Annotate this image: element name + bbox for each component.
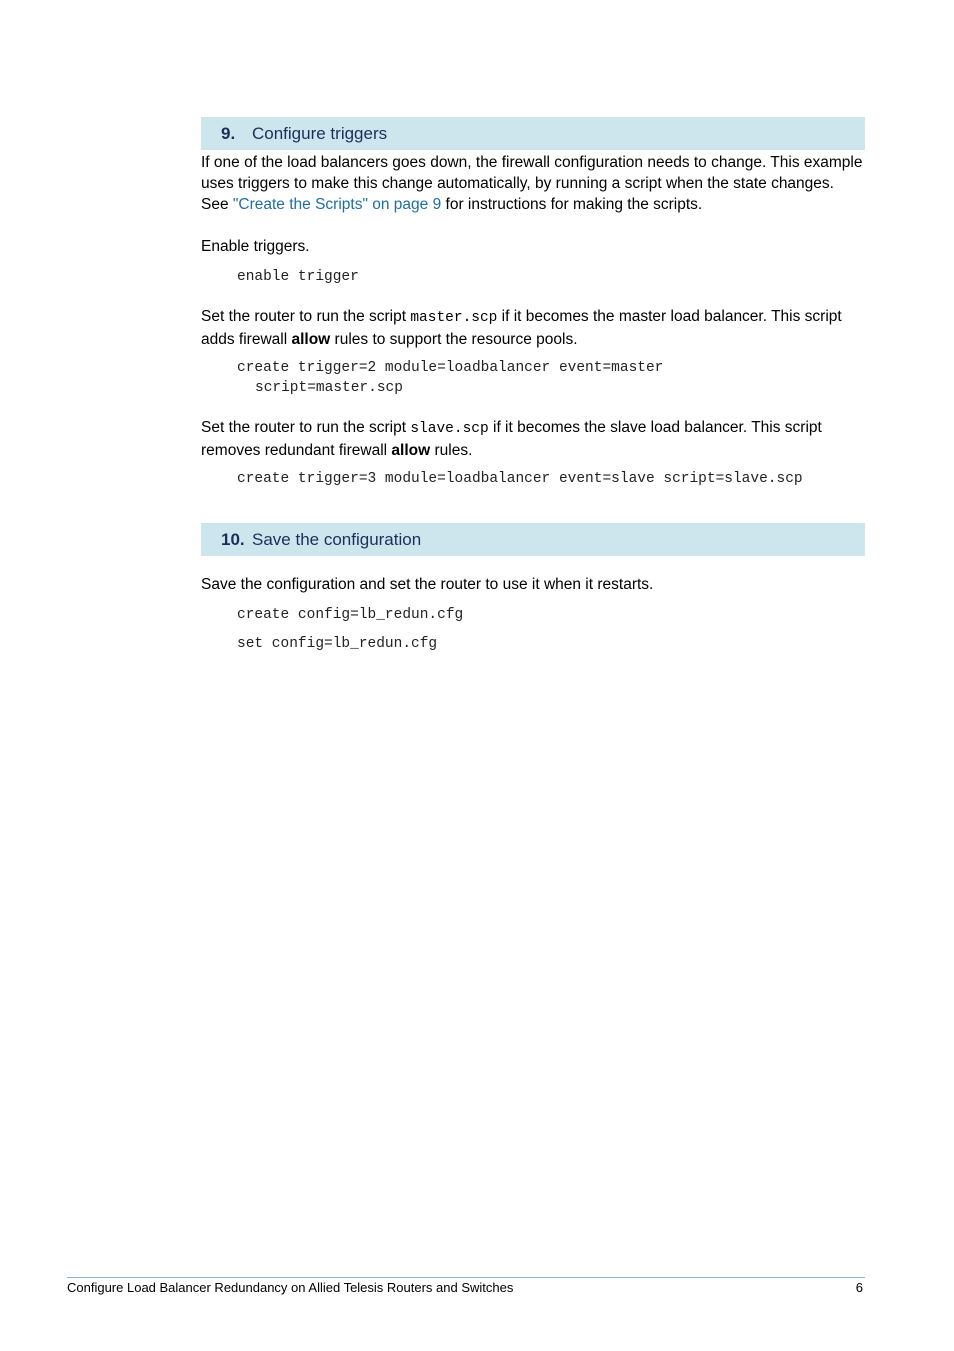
create-config-command: create config=lb_redun.cfg [237,607,464,623]
master-trigger-command [237,358,663,398]
section-9-number: 9. [221,123,236,143]
save-config-text: Save the configuration and set the router to use it when it restarts. [201,576,654,593]
slave-text-3: rules. [430,442,473,459]
section-9-title: Configure triggers [252,123,388,143]
footer-page-number: 6 [855,1280,863,1295]
slave-text-2: if it becomes the slave load balancer. This script removes redundant firewall [201,419,822,459]
slave-text-1: Set the router to run the script [201,419,411,436]
intro-text-2: for instructions for making the scripts. [441,196,703,213]
set-config-command: set config=lb_redun.cfg [237,636,438,652]
enable-trigger-command: enable trigger [237,269,359,285]
slave-trigger-command: create trigger=3 module=loadbalancer event=slave script=slave.scp [237,471,803,487]
slave-allow-bold: allow [391,442,431,459]
slave-paragraph [201,417,865,461]
create-scripts-link[interactable]: "Create the Scripts" on page 9 [232,196,442,213]
master-paragraph [201,306,865,350]
section-10-title: Save the configuration [252,529,422,549]
master-text-2: if it becomes the master load balancer. This script adds firewall [201,308,842,348]
section-9-intro [201,152,865,215]
master-text-1: Set the router to run the script [201,308,411,325]
section-10-header [201,523,865,556]
master-text-3: rules to support the resource pools. [330,331,578,348]
section-10-number: 10. [221,529,245,549]
intro-text-1: If one of the load balancers goes down, the firewall configuration needs to change. This example uses triggers to make this change automatically, by running a script when the state changes. See [201,154,863,213]
slave-script-name: slave.scp [410,421,489,437]
master-cmd-line-1: create trigger=2 module=loadbalancer event=master [237,360,664,376]
section-9-header [201,117,865,150]
master-allow-bold: allow [291,331,331,348]
enable-triggers-text: Enable triggers. [201,238,310,255]
footer-divider [67,1277,865,1278]
master-cmd-line-2: script=master.scp [255,380,403,396]
master-script-name: master.scp [410,310,498,326]
footer-document-title: Configure Load Balancer Redundancy on Allied Telesis Routers and Switches [67,1280,514,1295]
